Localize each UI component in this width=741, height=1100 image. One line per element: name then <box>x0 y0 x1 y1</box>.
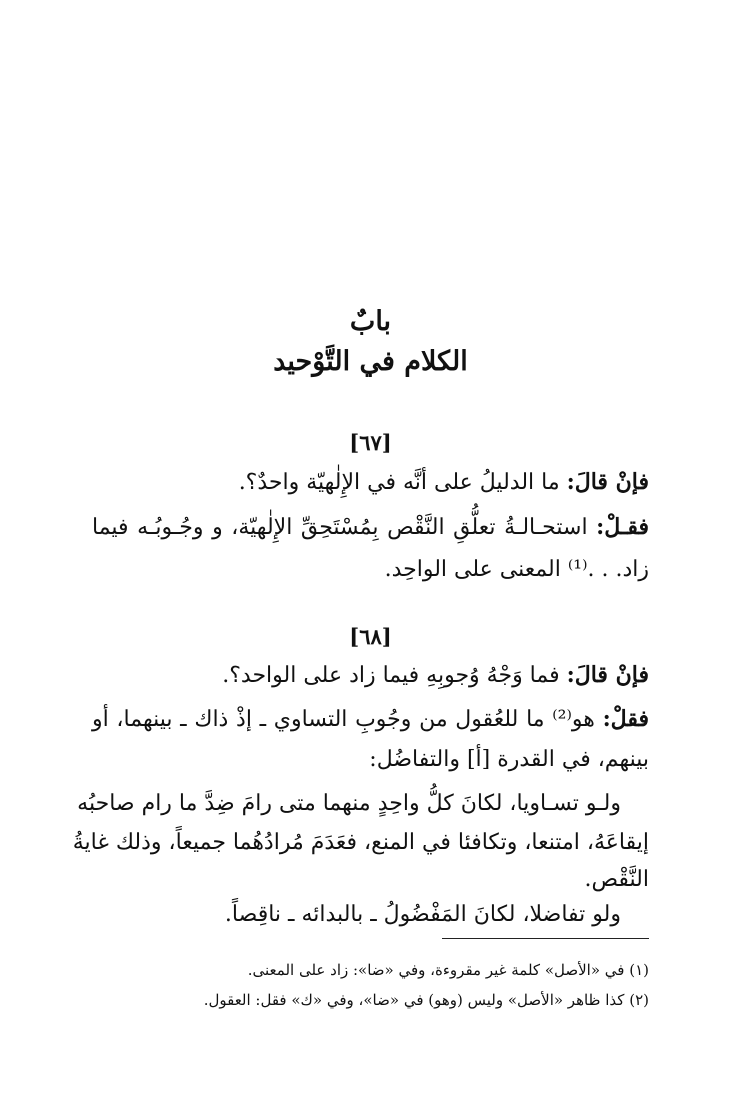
answer-text: هو⁽²⁾ ما للعُقول من وجُوبِ التساوي ـ إذْ ذاك ـ بينهما، أو <box>92 707 595 732</box>
paragraph-2-line-1: ولـو تسـاويا، لكانَ كلُّ واحِدٍ منهما متى رامَ ضِدَّ ما رام صاحبُه <box>77 791 621 816</box>
footnote-2: (٢) كذا ظاهر «الأصل» وليس (وهو) في «ضا»، وفي «ك» فقل: العقول. <box>203 991 649 1009</box>
section-number-68: [٦٨] <box>349 624 392 649</box>
answer-68-line-1 <box>92 702 649 737</box>
answer-67-line-2: زاد. . .⁽¹⁾ المعنى على الواحِد. <box>384 557 649 582</box>
footnote-1: (١) في «الأصل» كلمة غير مقروءة، وفي «ضا»: زاد على المعنى. <box>247 961 649 979</box>
question-text: ما الدليلُ على أنَّه في الإِلٰهيّة واحدٌ؟. <box>238 470 560 495</box>
answer-text: استحـالـةُ تعلُّقِ النَّقْص بِمُسْتَحِقِّ الإِلٰهيّة، و وجُـوبُـه فيما <box>92 515 588 540</box>
chapter-title: الكلام في التَّوْحيد <box>273 346 468 377</box>
section-number-67: [٦٧] <box>349 430 392 455</box>
question-lead: فإنْ قالَ: <box>566 469 649 495</box>
answer-lead: فقلْ: <box>602 706 649 732</box>
answer-lead: فقـلْ: <box>596 514 649 540</box>
paragraph-2-line-2: إيقاعَهُ، امتنعا، وتكافئا في المنع، فعَدَمَ مُرادُهُما جميعاً، وذلك غايةُ <box>72 830 649 855</box>
paragraph-3-line-1: ولو تفاضلا، لكانَ المَفْضُولُ ـ بالبدائه ـ ناقِصاً. <box>224 902 621 927</box>
answer-67-line-1 <box>92 510 649 545</box>
footnote-divider <box>442 938 649 939</box>
question-67 <box>92 465 649 500</box>
answer-68-line-2: بينهم، في القدرة [أ] والتفاضُل: <box>369 747 649 772</box>
chapter-label: بابٌ <box>349 306 392 337</box>
question-text: فما وَجْهُ وُجوبِهِ فيما زاد على الواحد؟. <box>222 663 560 688</box>
question-lead: فإنْ قالَ: <box>566 662 649 688</box>
paragraph-2-line-3: النَّقْص. <box>584 867 649 892</box>
question-68 <box>92 658 649 693</box>
